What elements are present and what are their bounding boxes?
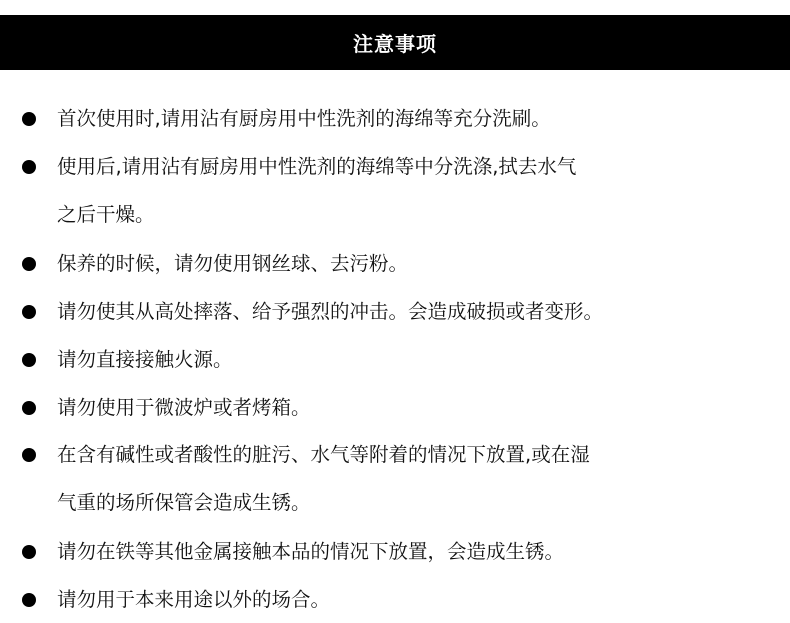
notice-text: 请勿使其从高处摔落、给予强烈的冲击。会造成破损或者变形。 [57, 300, 604, 323]
page-title: 注意事项 [353, 32, 437, 56]
notice-text: 请勿在铁等其他金属接触本品的情况下放置，会造成生锈。 [57, 540, 565, 563]
bullet-icon [22, 353, 36, 367]
bullet-icon [22, 160, 36, 174]
notice-text-continued: 气重的场所保管会造成生锈。 [57, 491, 311, 514]
bullet-icon [22, 448, 36, 462]
bullet-icon [22, 593, 36, 607]
bullet-icon [22, 401, 36, 415]
notice-text: 首次使用时,请用沾有厨房用中性洗剂的海绵等充分洗刷。 [57, 107, 551, 130]
notice-text: 使用后,请用沾有厨房用中性洗剂的海绵等中分洗涤,拭去水气 [57, 155, 577, 178]
bullet-icon [22, 257, 36, 271]
notice-text: 请勿用于本来用途以外的场合。 [57, 588, 331, 611]
bullet-icon [22, 545, 36, 559]
notice-text-continued: 之后干燥。 [57, 203, 155, 226]
bullet-icon [22, 305, 36, 319]
notice-text: 请勿使用于微波炉或者烤箱。 [57, 396, 311, 419]
notice-text: 请勿直接接触火源。 [57, 348, 233, 371]
notice-text: 在含有碱性或者酸性的脏污、水气等附着的情况下放置,或在湿 [57, 443, 590, 466]
bullet-icon [22, 112, 36, 126]
notice-text: 保养的时候，请勿使用钢丝球、去污粉。 [57, 252, 409, 275]
